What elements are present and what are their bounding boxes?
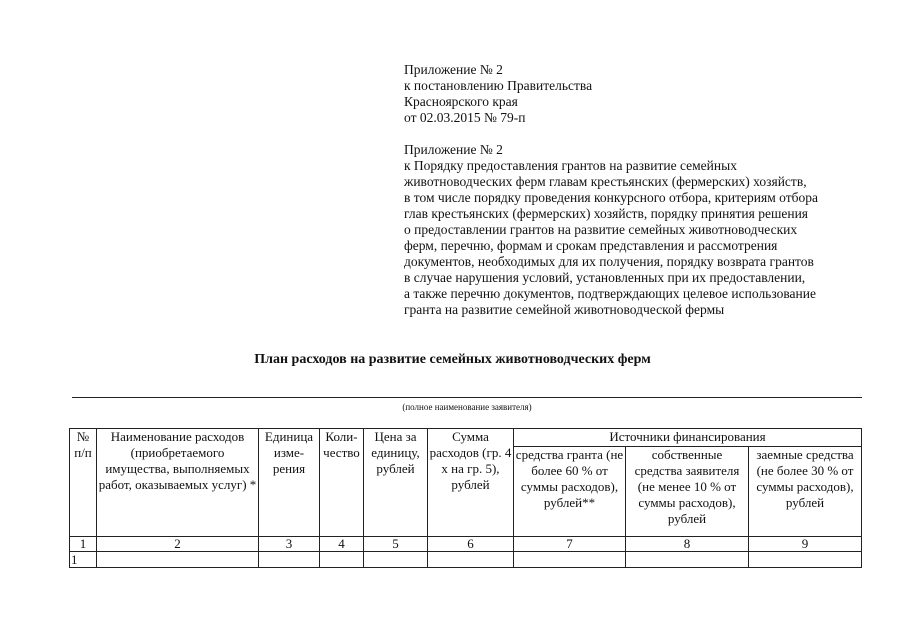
document-title: План расходов на развитие семейных животноводческих ферм — [254, 352, 651, 367]
appendix-line: к постановлению Правительства — [404, 78, 593, 93]
column-number: 3 — [259, 537, 320, 552]
appendix-resolution-block — [404, 62, 592, 126]
appendix-line: в случае нарушения условий, установленных при их предоставлении, — [404, 270, 806, 285]
column-number: 8 — [626, 537, 749, 552]
table-cell — [514, 552, 626, 568]
table-cell — [428, 552, 514, 568]
appendix-line: гранта на развитие семейной животноводческой фермы — [404, 302, 725, 317]
table-cell — [364, 552, 428, 568]
table-row — [70, 552, 862, 568]
column-number: 4 — [320, 537, 364, 552]
header-num: № п/п — [70, 429, 97, 537]
table-cell — [320, 552, 364, 568]
column-number: 6 — [428, 537, 514, 552]
header-price: Цена за единицу, рублей — [364, 429, 428, 537]
appendix-line: животноводческих ферм главам крестьянских (фермерских) хозяйств, — [404, 174, 807, 189]
appendix-line: в том числе порядку проведения конкурсного отбора, критериям отбора — [404, 190, 818, 205]
header-qty: Коли-чество — [320, 429, 364, 537]
column-number: 2 — [97, 537, 259, 552]
appendix-line: Приложение № 2 — [404, 62, 503, 77]
column-number: 1 — [70, 537, 97, 552]
appendix-line: Красноярского края — [404, 94, 518, 109]
table-cell — [626, 552, 749, 568]
appendix-line: от 02.03.2015 № 79-п — [404, 110, 526, 125]
header-sum: Сумма расходов (гр. 4 х на гр. 5), рублей — [428, 429, 514, 537]
header-unit: Единица изме-рения — [259, 429, 320, 537]
table-header-row — [70, 429, 862, 447]
header-loan: заемные средства (не более 30 % от суммы расходов), рублей — [749, 447, 862, 537]
column-number: 5 — [364, 537, 428, 552]
appendix-line: к Порядку предоставления грантов на развитие семейных — [404, 158, 737, 173]
appendix-line: ферм, перечню, формам и срокам представления и рассмотрения — [404, 238, 778, 253]
appendix-line: Приложение № 2 — [404, 142, 503, 157]
column-number-row — [70, 537, 862, 552]
table-cell: 1 — [70, 552, 97, 568]
applicant-name-line — [72, 397, 862, 398]
appendix-order-block — [404, 142, 818, 318]
table-cell — [97, 552, 259, 568]
header-grant: средства гранта (не более 60 % от суммы расходов), рублей** — [514, 447, 626, 537]
appendix-line: а также перечню документов, подтверждающих целевое использование — [404, 286, 816, 301]
table-cell — [259, 552, 320, 568]
table-cell — [749, 552, 862, 568]
appendix-line: о предоставлении грантов на развитие семейных животноводческих — [404, 222, 798, 237]
column-number: 7 — [514, 537, 626, 552]
expense-plan-table — [69, 428, 862, 568]
column-number: 9 — [749, 537, 862, 552]
appendix-line: документов, необходимых для их получения, порядку возврата грантов — [404, 254, 814, 269]
header-own: собственные средства заявителя (не менее 10 % от суммы расходов), рублей — [626, 447, 749, 537]
header-sources: Источники финансирования — [514, 429, 862, 447]
applicant-caption: (полное наименование заявителя) — [402, 402, 532, 412]
header-name: Наименование расходов (приобретаемого имущества, выполняемых работ, оказываемых услуг) * — [97, 429, 259, 537]
appendix-line: глав крестьянских (фермерских) хозяйств, порядку принятия решения — [404, 206, 809, 221]
